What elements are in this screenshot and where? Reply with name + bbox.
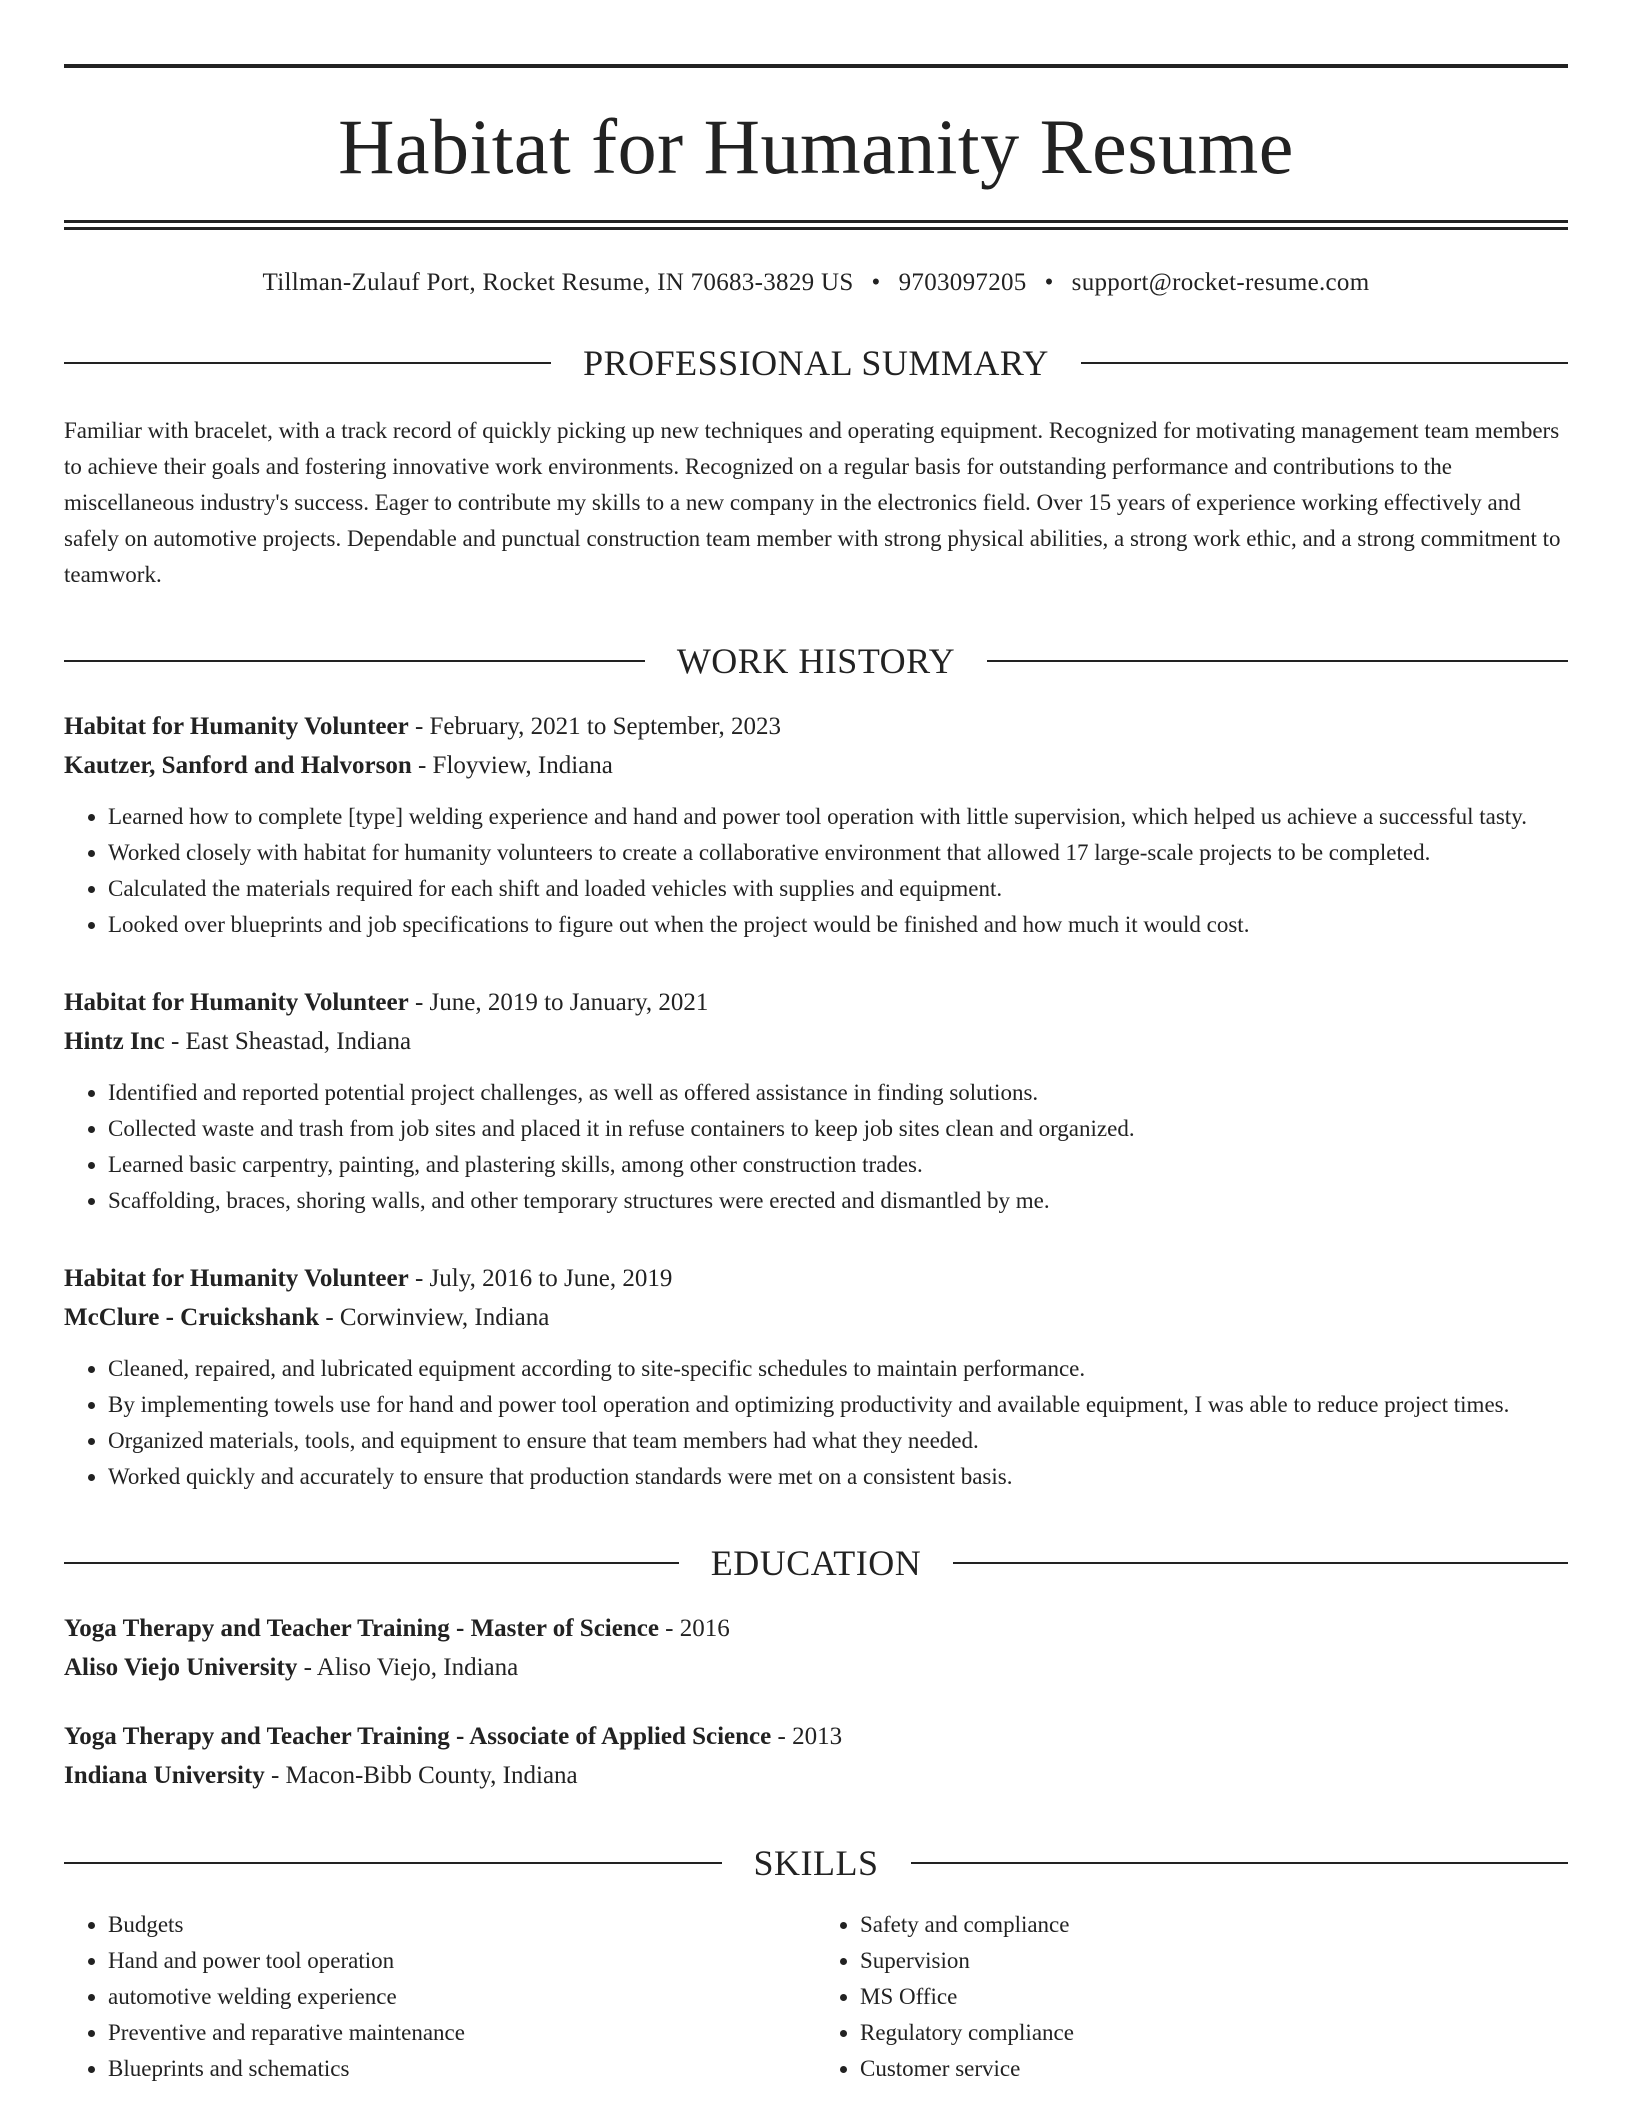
job-company: McClure - Cruickshank [64,1304,320,1331]
education-year: - 2013 [771,1723,843,1750]
section-rule-right [987,660,1568,662]
education-school: Indiana University [64,1762,265,1789]
job-title: Habitat for Humanity Volunteer [64,713,409,740]
job-bullet: • Worked quickly and accurately to ensure that production standards were met on a consistent basis. [108,1459,1568,1495]
job-bullet: • Collected waste and trash from job sites and placed it in refuse containers to keep job sites clean and organized. [108,1111,1568,1147]
job-bullet: • Cleaned, repaired, and lubricated equipment according to site-specific schedules to maintain performance. [108,1351,1568,1387]
job-title-line [64,707,1568,746]
job-company-line [64,1022,1568,1061]
skill-item: • Customer service [860,2051,1568,2087]
education-degree-line [64,1609,1568,1648]
job-entry [64,707,1568,943]
skill-item: • MS Office [860,1979,1568,2015]
job-bullets [64,1075,1568,1219]
job-bullet: • Worked closely with habitat for humanity volunteers to create a collaborative environment that allowed 17 large-scale projects to be completed. [108,835,1568,871]
job-bullet: • Calculated the materials required for each shift and loaded vehicles with supplies and equipment. [108,871,1568,907]
education-entry [64,1609,1568,1687]
education-degree-line [64,1717,1568,1756]
contact-phone: 9703097205 [898,269,1027,296]
section-title: WORK HISTORY [676,641,956,681]
job-title-line [64,1259,1568,1298]
job-bullet: • Scaffolding, braces, shoring walls, and other temporary structures were erected and dismantled by me. [108,1183,1568,1219]
skills-columns [64,1907,1568,2087]
job-bullet: • By implementing towels use for hand and power tool operation and optimizing productivity and available equipment, I was able to reduce project times. [108,1387,1568,1423]
education-location: - Aliso Viejo, Indiana [297,1654,519,1681]
skill-item: • Hand and power tool operation [108,1943,816,1979]
skill-item: • Safety and compliance [860,1907,1568,1943]
education-school: Aliso Viejo University [64,1654,298,1681]
job-bullet: • Identified and reported potential project challenges, as well as offered assistance in finding solutions. [108,1075,1568,1111]
section-rule-right [911,1862,1569,1864]
contact-separator: • [1044,269,1054,296]
education-degree: Yoga Therapy and Teacher Training - Associate of Applied Science [64,1723,772,1750]
education-year: - 2016 [658,1615,730,1642]
section-title: PROFESSIONAL SUMMARY [583,343,1049,383]
education-school-line [64,1648,1568,1687]
skill-item: • Regulatory compliance [860,2015,1568,2051]
job-bullet: • Learned basic carpentry, painting, and plastering skills, among other construction trades. [108,1147,1568,1183]
job-entry [64,983,1568,1219]
top-rule [64,64,1568,68]
skill-item: • Blueprints and schematics [108,2051,816,2087]
skills-list-left [64,1907,816,2087]
job-title: Habitat for Humanity Volunteer [64,1265,409,1292]
job-entry [64,1259,1568,1495]
job-title-line [64,983,1568,1022]
job-company: Kautzer, Sanford and Halvorson [64,752,412,779]
section-rule-left [64,362,551,364]
education-school-line [64,1756,1568,1795]
job-dates: - June, 2019 to January, 2021 [408,989,709,1016]
section-header-work-history [64,643,1568,679]
job-company-line [64,1298,1568,1337]
contact-email: support@rocket-resume.com [1071,269,1370,296]
job-company: Hintz Inc [64,1028,165,1055]
job-bullet: • Looked over blueprints and job specifications to figure out when the project would be finished and how much it would cost. [108,907,1568,943]
contact-separator: • [871,269,881,296]
skill-item: • Supervision [860,1943,1568,1979]
section-rule-right [953,1562,1568,1564]
job-bullets [64,1351,1568,1495]
job-bullet: • Organized materials, tools, and equipment to ensure that team members had what they needed. [108,1423,1568,1459]
section-header-skills [64,1845,1568,1881]
job-location: - East Sheastad, Indiana [164,1028,412,1055]
job-dates: - February, 2021 to September, 2023 [408,713,782,740]
job-dates: - July, 2016 to June, 2019 [408,1265,673,1292]
job-bullets [64,799,1568,943]
skill-item: • Budgets [108,1907,816,1943]
section-title: EDUCATION [710,1543,922,1583]
education-degree: Yoga Therapy and Teacher Training - Master of Science [64,1615,659,1642]
section-rule-right [1081,362,1568,364]
job-location: - Corwinview, Indiana [319,1304,550,1331]
section-header-education [64,1545,1568,1581]
job-location: - Floyview, Indiana [411,752,613,779]
section-rule-left [64,1862,722,1864]
job-title: Habitat for Humanity Volunteer [64,989,409,1016]
contact-line [64,270,1568,295]
title-double-rule [64,220,1568,230]
section-rule-left [64,660,645,662]
summary-text: Familiar with bracelet, with a track record of quickly picking up new techniques and operating equipment. Recognized for motivating management team members to achieve their goals and fostering innovative work environments. Recognized on a regular basis for outstanding performance and contributions to the miscellaneous industry's success. Eager to contribute my skills to a new company in the electronics field. Over 15 years of experience working effectively and safely on automotive projects. Dependable and punctual construction team member with strong physical abilities, a strong work ethic, and a strong commitment to teamwork. [64,418,1561,587]
section-header-summary [64,345,1568,381]
education-location: - Macon-Bibb County, Indiana [264,1762,578,1789]
skill-item: • automotive welding experience [108,1979,816,2015]
skills-list-right [816,1907,1568,2087]
resume-title: Habitat for Humanity Resume [338,103,1294,190]
section-rule-left [64,1562,679,1564]
section-title: SKILLS [753,1843,879,1883]
education-entry [64,1717,1568,1795]
job-company-line [64,746,1568,785]
skill-item: • Preventive and reparative maintenance [108,2015,816,2051]
contact-address: Tillman-Zulauf Port, Rocket Resume, IN 70683-3829 US [262,269,854,296]
job-bullet: • Learned how to complete [type] welding experience and hand and power tool operation with little supervision, which helped us achieve a successful tasty. [108,799,1568,835]
